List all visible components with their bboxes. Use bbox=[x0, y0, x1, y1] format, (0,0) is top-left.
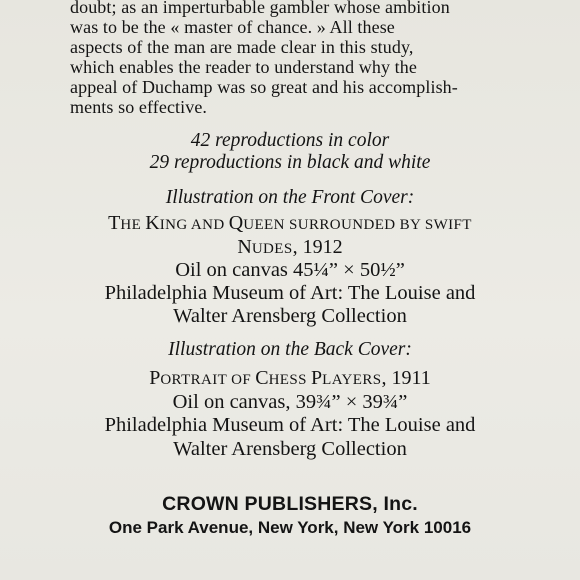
title-cap: N bbox=[237, 236, 252, 258]
publisher-name: CROWN PUBLISHERS, Inc. bbox=[162, 493, 418, 515]
title-smallcaps: HESS bbox=[268, 372, 312, 388]
title-cap: C bbox=[255, 367, 269, 389]
front-cover-heading: Illustration on the Front Cover: bbox=[165, 187, 415, 208]
back-cover-medium: Oil on canvas, 39¾” × 39¾” bbox=[172, 391, 408, 413]
back-cover-museum: Philadelphia Museum of Art: The Louise and bbox=[104, 414, 476, 436]
title-smallcaps: ORTRAIT OF bbox=[160, 372, 256, 388]
title-cap: P bbox=[311, 367, 323, 389]
title-cap: Q bbox=[228, 212, 244, 234]
title-smallcaps: HE bbox=[120, 217, 146, 233]
back-cover-collection: Walter Arensberg Collection bbox=[173, 438, 407, 460]
intro-line-2: was to be the « master of chance. » All these bbox=[70, 17, 395, 37]
publisher-address: One Park Avenue, New York, New York 10016 bbox=[108, 518, 472, 537]
front-cover-collection: Walter Arensberg Collection bbox=[173, 305, 407, 327]
intro-line-4: which enables the reader to understand why the bbox=[70, 57, 417, 77]
title-cap: P bbox=[149, 367, 161, 389]
front-cover-title-line-1 bbox=[0, 212, 580, 235]
title-smallcaps: ING AND bbox=[159, 217, 229, 233]
front-cover-museum: Philadelphia Museum of Art: The Louise and bbox=[104, 282, 476, 304]
back-cover-heading: Illustration on the Back Cover: bbox=[168, 339, 412, 360]
intro-line-5: appeal of Duchamp was so great and his accomplish- bbox=[70, 77, 458, 97]
title-smallcaps: UEEN SURROUNDED BY SWIFT bbox=[243, 217, 472, 233]
intro-line-3: aspects of the man are made clear in this study, bbox=[70, 37, 414, 57]
title-cap: K bbox=[145, 212, 160, 234]
front-cover-title-line-2 bbox=[0, 236, 580, 259]
intro-line-1: doubt; as an imperturbable gambler whose ambition bbox=[70, 0, 450, 17]
intro-line-6: ments so effective. bbox=[70, 97, 208, 117]
front-cover-medium: Oil on canvas 45¼” × 50½” bbox=[175, 259, 405, 281]
reproductions-bw: 29 reproductions in black and white bbox=[149, 152, 431, 173]
title-cap: T bbox=[108, 212, 121, 234]
title-smallcaps: LAYERS bbox=[322, 372, 382, 388]
title-year: , 1911 bbox=[381, 367, 431, 389]
reproductions-color: 42 reproductions in color bbox=[190, 130, 390, 151]
back-cover-title bbox=[0, 367, 580, 390]
title-smallcaps: UDES bbox=[251, 241, 293, 257]
title-year: , 1912 bbox=[292, 236, 343, 258]
